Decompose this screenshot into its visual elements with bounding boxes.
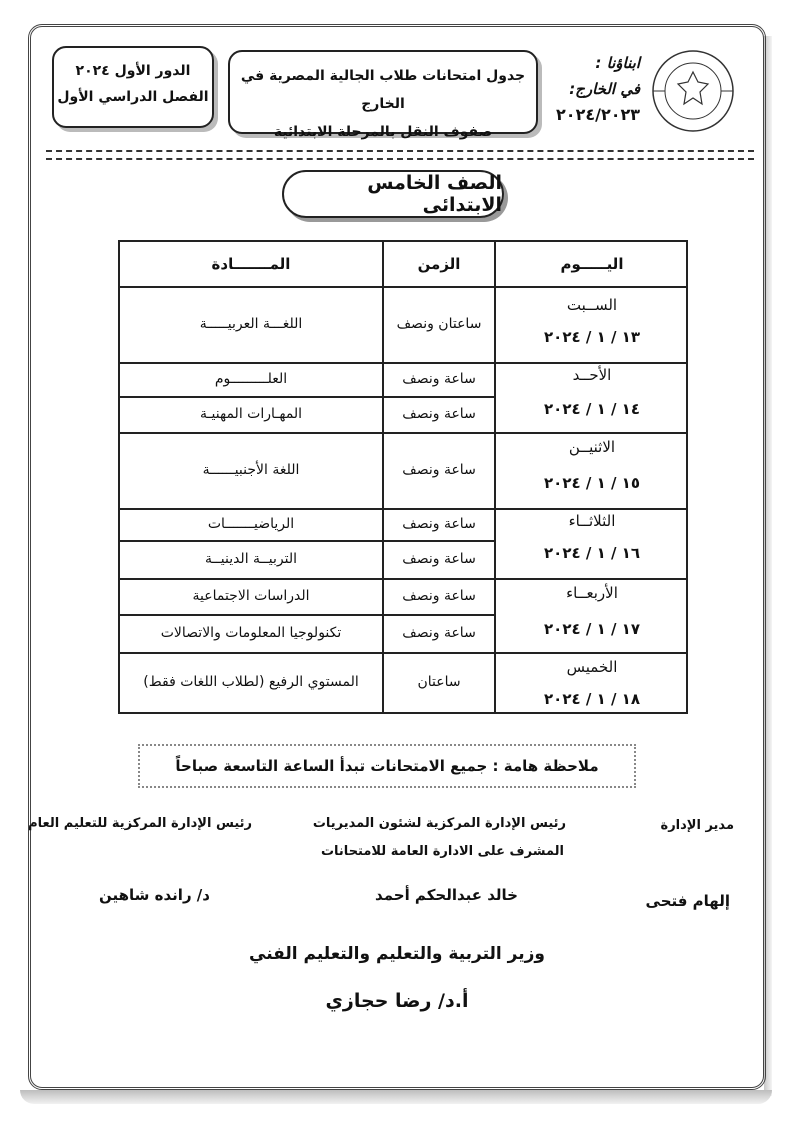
exam-time: ساعة ونصف [402,551,476,567]
document-title: جدول امتحانات طلاب الجالية المصرية في الخارج [240,68,526,112]
exam-subject: المستوي الرفيع (لطلاب اللغات فقط) [143,674,359,690]
directorates-head-name: خالد عبدالحكم أحمد [375,886,518,904]
day-name: الســبت [566,296,618,314]
document-title-box [228,50,538,140]
day-date: ١٦ / ١ / ٢٠٢٤ [544,544,640,562]
minister-title: وزير التربية والتعليم والتعليم الفني [249,944,545,964]
directorates-head-subtitle: المشرف على الادارة العامة للامتحانات [320,844,564,859]
header-subject: المـــــــادة [211,255,291,273]
important-note: ملاحظة هامة : جميع الامتحانات تبدأ الساعة التاسعة صباحاً [138,744,636,788]
exam-subject: اللغـــة العربيـــــة [199,316,303,332]
exam-time: ساعة ونصف [402,516,476,532]
abroad-students-label [540,50,640,140]
exam-time: ساعة ونصف [402,406,476,422]
general-education-head-title: رئيس الإدارة المركزية للتعليم العام [28,816,252,831]
day-date: ١٤ / ١ / ٢٠٢٤ [544,400,640,418]
abroad-line-2: في الخارج: [569,80,640,98]
exam-subject: التربيــة الدينيــة [205,551,297,567]
exam-round-box [52,46,214,128]
day-name: الثلاثــاء [568,512,616,530]
minister-name: أ.د/ رضا حجازي [325,990,469,1012]
document-subtitle: صفوف النقل بالمرحلة الابتدائية [273,124,493,140]
exam-time: ساعتان [417,674,461,690]
exam-subject: الدراسات الاجتماعية [192,588,310,604]
exam-round: الدور الأول ٢٠٢٤ [75,63,191,79]
header-day: اليـــــوم [560,255,624,273]
exam-subject: المهـارات المهنيـة [199,406,303,422]
abroad-line-1: ابناؤنا : [595,54,640,72]
exam-time: ساعة ونصف [402,462,476,478]
scan-shadow-bottom [20,1090,772,1104]
day-date: ١٥ / ١ / ٢٠٢٤ [544,474,640,492]
day-date: ١٣ / ١ / ٢٠٢٤ [544,328,640,346]
directorates-head-title: رئيس الإدارة المركزية لشئون المديريات [312,816,566,831]
day-name: الأربعــاء [566,584,618,602]
exam-subject: تكنولوجيا المعلومات والاتصالات [160,625,342,641]
exam-subject: اللغة الأجنبيــــــة [202,462,300,478]
exam-time: ساعة ونصف [402,588,476,604]
exam-time: ساعتان ونصف [396,316,482,332]
exam-time: ساعة ونصف [402,371,476,387]
day-name: الأحــد [572,366,612,384]
day-name: الاثنيــن [568,438,616,456]
day-name: الخميس [566,658,618,676]
ministry-emblem-icon [650,48,736,134]
general-education-head-name: د/ رانده شاهين [99,886,210,904]
exam-time: ساعة ونصف [402,625,476,641]
day-date: ١٨ / ١ / ٢٠٢٤ [544,690,640,708]
header-time: الزمن [417,255,461,273]
grade-title: الصف الخامس الابتدائى [282,170,504,218]
exam-subject: العلـــــــــوم [214,371,288,387]
exam-subject: الرياضيـــــــات [207,516,295,532]
exam-schedule-table [118,240,688,714]
director-title: مدير الإدارة [660,818,734,833]
academic-year: ٢٠٢٤/٢٠٢٣ [556,105,640,124]
director-name: إلهام فتحى [645,892,730,910]
day-date: ١٧ / ١ / ٢٠٢٤ [544,620,640,638]
header-divider [46,150,754,160]
semester: الفصل الدراسي الأول [57,89,209,105]
